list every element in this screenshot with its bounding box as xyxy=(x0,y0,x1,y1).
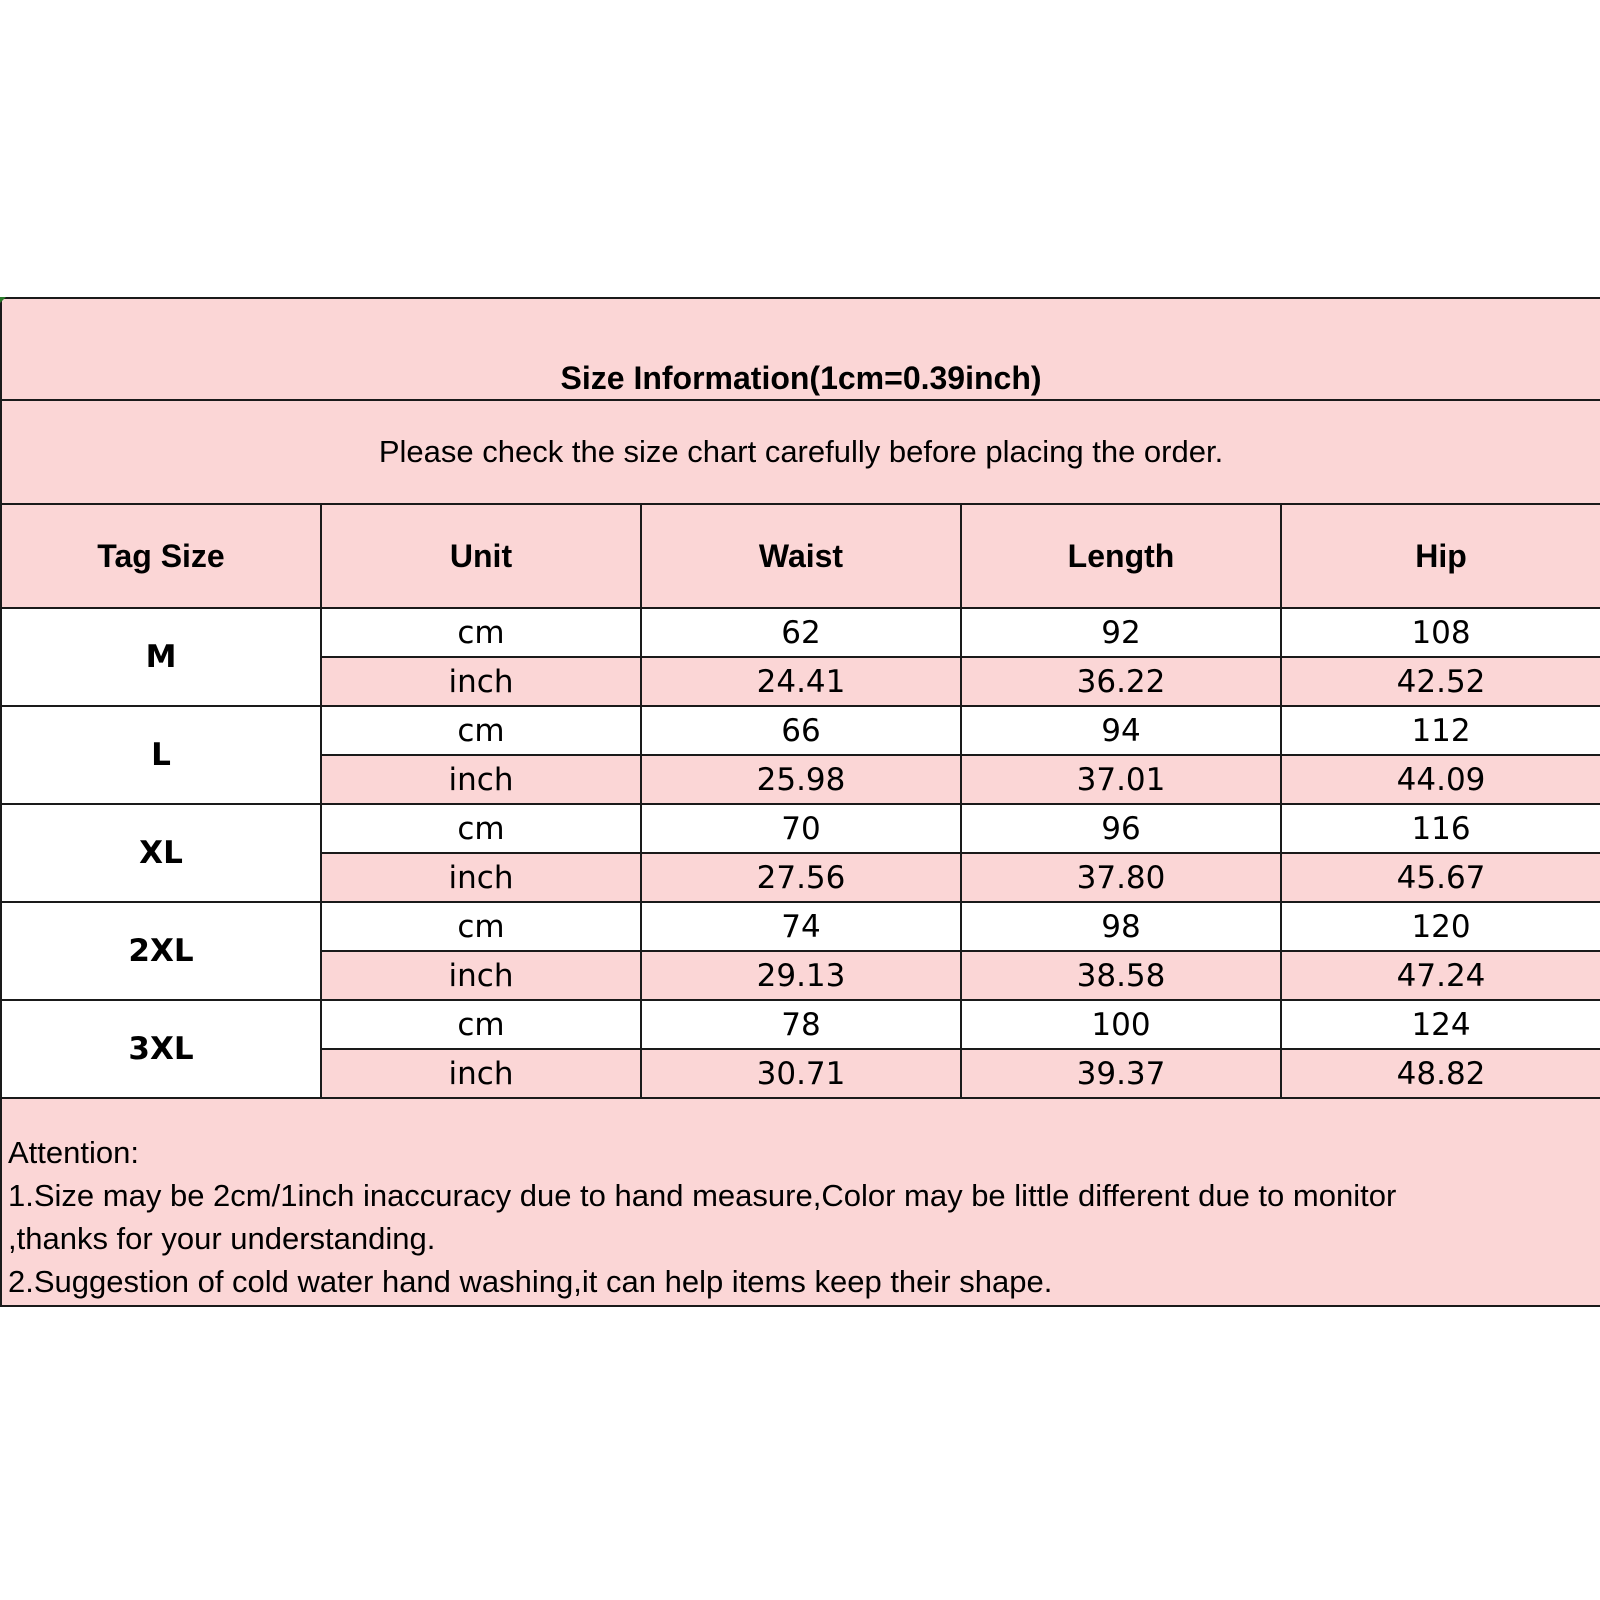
waist-cell: 74 xyxy=(641,902,961,951)
waist-cell: 78 xyxy=(641,1000,961,1049)
unit-cell: cm xyxy=(321,902,641,951)
header-length: Length xyxy=(961,504,1281,608)
length-cell: 92 xyxy=(961,608,1281,657)
length-cell: 38.58 xyxy=(961,951,1281,1000)
table-row xyxy=(1,608,1600,657)
waist-cell: 70 xyxy=(641,804,961,853)
length-cell: 98 xyxy=(961,902,1281,951)
length-cell: 36.22 xyxy=(961,657,1281,706)
tag-size-cell: M xyxy=(1,608,321,706)
notes-heading: Attention: xyxy=(8,1135,139,1170)
length-cell: 94 xyxy=(961,706,1281,755)
header-row xyxy=(1,504,1600,608)
note-line-1: 1.Size may be 2cm/1inch inaccuracy due to hand measure,Color may be little different due to monitor xyxy=(8,1178,1397,1213)
waist-cell: 62 xyxy=(641,608,961,657)
tag-size-cell: XL xyxy=(1,804,321,902)
header-tag-size: Tag Size xyxy=(1,504,321,608)
hip-cell: 45.67 xyxy=(1281,853,1600,902)
hip-cell: 124 xyxy=(1281,1000,1600,1049)
unit-cell: cm xyxy=(321,1000,641,1049)
unit-cell: inch xyxy=(321,853,641,902)
unit-cell: inch xyxy=(321,1049,641,1098)
unit-cell: inch xyxy=(321,951,641,1000)
tag-size-cell: 3XL xyxy=(1,1000,321,1098)
unit-cell: inch xyxy=(321,657,641,706)
header-unit: Unit xyxy=(321,504,641,608)
unit-cell: inch xyxy=(321,755,641,804)
hip-cell: 44.09 xyxy=(1281,755,1600,804)
tag-size-cell: 2XL xyxy=(1,902,321,1000)
unit-cell: cm xyxy=(321,804,641,853)
chart-subtitle: Please check the size chart carefully before placing the order. xyxy=(1,400,1600,504)
unit-cell: cm xyxy=(321,706,641,755)
table-row xyxy=(1,804,1600,853)
length-cell: 39.37 xyxy=(961,1049,1281,1098)
waist-cell: 27.56 xyxy=(641,853,961,902)
hip-cell: 42.52 xyxy=(1281,657,1600,706)
hip-cell: 47.24 xyxy=(1281,951,1600,1000)
chart-title: Size Information(1cm=0.39inch) xyxy=(1,298,1600,400)
size-chart-table xyxy=(0,297,1600,1307)
corner-mark xyxy=(0,297,6,303)
waist-cell: 66 xyxy=(641,706,961,755)
note-line-3: 2.Suggestion of cold water hand washing,it can help items keep their shape. xyxy=(8,1264,1053,1299)
waist-cell: 24.41 xyxy=(641,657,961,706)
unit-cell: cm xyxy=(321,608,641,657)
hip-cell: 108 xyxy=(1281,608,1600,657)
hip-cell: 116 xyxy=(1281,804,1600,853)
table-row xyxy=(1,902,1600,951)
waist-cell: 25.98 xyxy=(641,755,961,804)
table-row xyxy=(1,1000,1600,1049)
hip-cell: 120 xyxy=(1281,902,1600,951)
waist-cell: 30.71 xyxy=(641,1049,961,1098)
header-waist: Waist xyxy=(641,504,961,608)
attention-notes xyxy=(1,1098,1600,1306)
tag-size-cell: L xyxy=(1,706,321,804)
header-hip: Hip xyxy=(1281,504,1600,608)
hip-cell: 112 xyxy=(1281,706,1600,755)
length-cell: 37.80 xyxy=(961,853,1281,902)
table-row xyxy=(1,706,1600,755)
length-cell: 100 xyxy=(961,1000,1281,1049)
length-cell: 96 xyxy=(961,804,1281,853)
waist-cell: 29.13 xyxy=(641,951,961,1000)
length-cell: 37.01 xyxy=(961,755,1281,804)
note-line-2: ,thanks for your understanding. xyxy=(8,1221,436,1256)
hip-cell: 48.82 xyxy=(1281,1049,1600,1098)
